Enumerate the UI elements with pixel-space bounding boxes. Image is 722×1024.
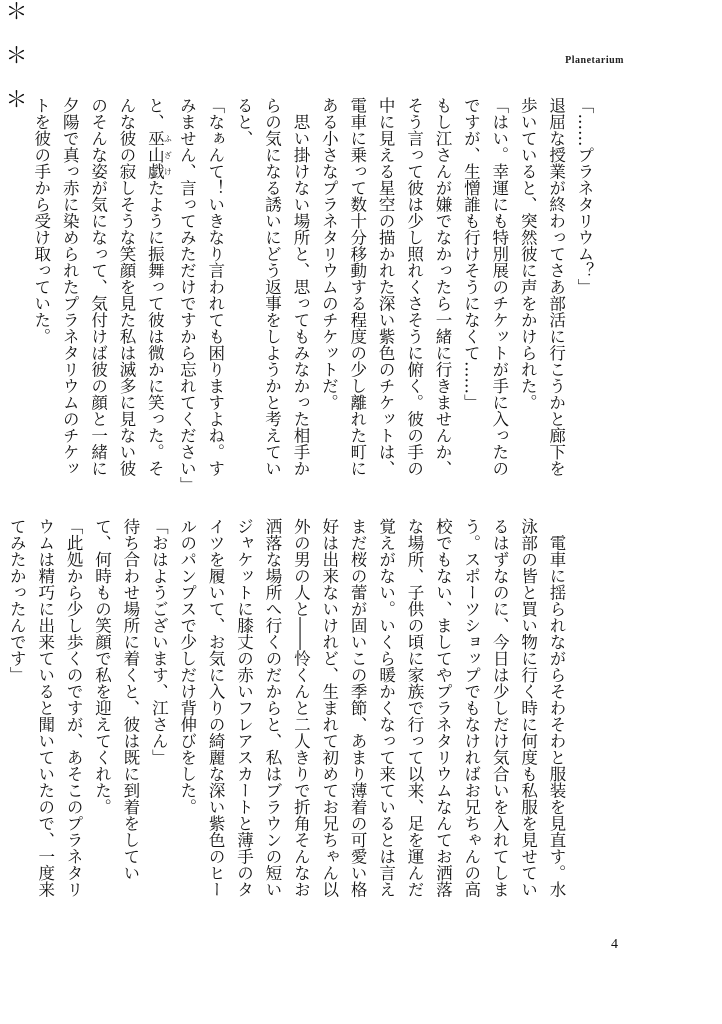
paragraph: 退屈な授業が終わってさあ部活に行こうかと廊下を歩いていると、突然彼に声をかけられた。 xyxy=(518,97,566,477)
paragraph: 「……プラネタリウム？」 xyxy=(575,97,594,295)
paragraph: 「なぁんて！いきなり言われても困りますよね。すみません、言ってみただけですから忘れてください」 xyxy=(177,97,225,493)
paragraph: 「おはようございます、江さん」 xyxy=(149,518,169,766)
paragraph: 「此処から少し歩くのですが、あそこのプラネタリウムは精巧に出来ていると聞いていたので、一度来てみたかったんです」 xyxy=(7,518,84,898)
paragraph: 「はい。幸運にも特別展のチケットが手に入ったのですが、生憎誰も行けそうになくて……」 xyxy=(461,97,509,477)
ruby-annotation: 巫山戯 ふざけ xyxy=(145,130,173,180)
upper-text-block xyxy=(31,97,598,493)
paragraph: もし江さんが嫌でなかったら一緒に行きませんか、そう言って彼は少し照れくさそうに俯く。彼の手の中に見える星空の描かれた深い紫色のチケットは、電車に乗って数十分移動する程度の少し離れた町にある小さなプラネタリウムのチケットだ。 xyxy=(319,97,452,477)
paragraph: 待ち合わせ場所に着くと、彼は既に到着をしていて、何時もの笑顔で私を迎えてくれた。 xyxy=(92,518,140,881)
paragraph: 電車に揺られながらそわそわと服装を見直す。水泳部の皆と買い物に行く時に何度も私服を見せているはずなのに、今日は少しだけ気合いを入れてしまう。スポーツショップでもなければお兄ちゃんの高校でもない、ましてやプラネタリウムなんてお洒落な場所、子供の頃に家族で行って以来、足を運んだ覚えがない。いくら暖かくなって来ているとは言えまだ桜の蕾が固いこの季節、あまり薄着の可愛い格好は出来ないけれど、生まれて初めてお兄ちゃん以外の男の人と――怜くんと二人きりで折角そんなお洒落な場所へ行くのだからと、私はブラウンの短いジャケットに膝丈の赤いフレアスカートと薄手のタイツを履いて、お気に入りの綺麗な深い紫色のヒールのパンプスで少しだけ背伸びをした。 xyxy=(177,518,566,898)
scene-break-asterisks: ＊ ＊ ＊ xyxy=(2,0,27,110)
paragraph: と、巫山戯 ふざけたように振舞って彼は微かに笑った。そんな彼の寂しそうな笑顔を見た私は滅多に見ない彼のそんな姿が気になって、気付けば彼の顔と一緒に夕陽で真っ赤に染められたプラネタリウムのチケットを彼の手から受け取っていた。 xyxy=(31,97,173,477)
lower-text-block xyxy=(7,518,570,913)
paragraph: 思い掛けない場所と、思ってもみなかった相手からの気になる誘いにどう返事をしようかと考えていると、 xyxy=(234,97,310,477)
running-title: Planetarium xyxy=(565,55,624,66)
page-number: 4 xyxy=(611,937,618,952)
